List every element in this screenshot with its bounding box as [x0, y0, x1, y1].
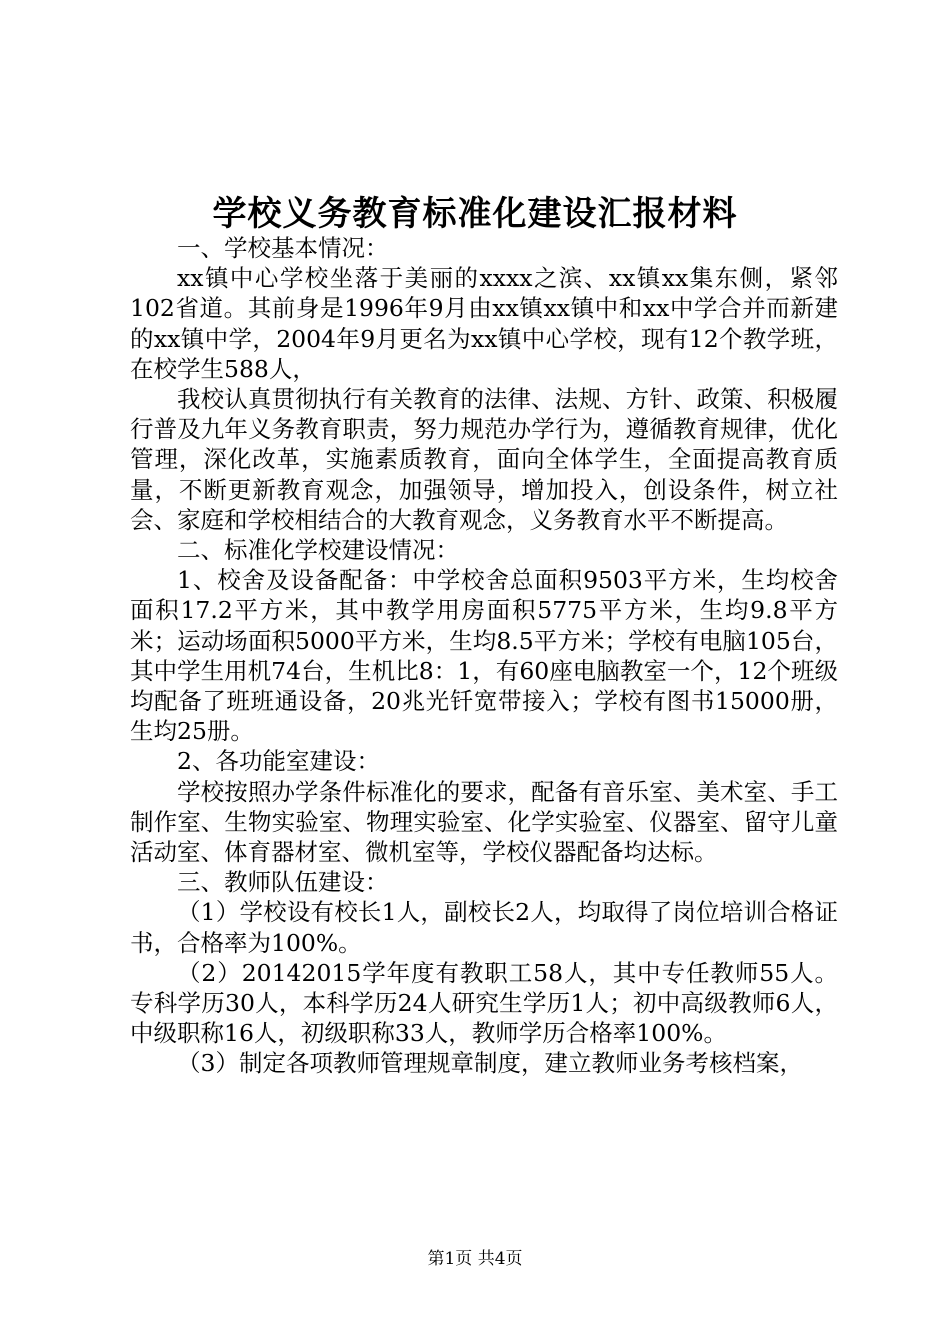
subheading-function-rooms: 2、各功能室建设：: [177, 747, 380, 776]
paragraph-staff: （2）20142015学年度有教职工58人，其中专任教师55人。专科学历30人，本科学历24人研究生学历1人；初中高级教师6人，中级职称16人，初级职称33人，教师学历合格率100%。: [130, 958, 838, 1048]
section-heading-teachers: 三、教师队伍建设：: [177, 868, 389, 897]
paragraph-principals: （1）学校设有校长1人，副校长2人，均取得了岗位培训合格证书，合格率为100%。: [130, 898, 838, 957]
paragraph-school-location: xx镇中心学校坐落于美丽的xxxx之滨、xx镇xx集东侧，紧邻102省道。其前身是1996年9月由xx镇xx镇中和xx中学合并而新建的xx镇中学，2004年9月更名为xx镇中心学校，现有12个教学班，在校学生588人，: [130, 264, 839, 383]
section-heading-basic-info: 一、学校基本情况：: [177, 234, 389, 262]
paragraph-school-policy: 我校认真贯彻执行有关教育的法律、法规、方针、政策、积极履行普及九年义务教育职责，努力规范办学行为，遵循教育规律，优化管理，深化改革，实施素质教育，面向全体学生，全面提高教育质量，不断更新教育观念，加强领导，增加投入，创设条件，树立社会、家庭和学校相结合的大教育观念，义务教育水平不断提高。: [130, 385, 838, 534]
document-body: [130, 233, 838, 1079]
section-heading-standardization: 二、标准化学校建设情况：: [177, 536, 459, 565]
paragraph-function-rooms: 学校按照办学条件标准化的要求，配备有音乐室、美术室、手工制作室、生物实验室、物理实验室、化学实验室、仪器室、留守儿童活动室、体育器材室、微机室等，学校仪器配备均达标。: [130, 777, 838, 867]
paragraph-rules: （3）制定各项教师管理规章制度，建立教师业务考核档案，: [177, 1049, 803, 1078]
document-title: 学校义务教育标准化建设汇报材料: [212, 194, 738, 234]
page-footer: 第1页 共4页: [427, 1249, 523, 1269]
paragraph-facilities: 1、校舍及设备配备：中学校舍总面积9503平方米，生均校舍面积17.2平方米，其中教学用房面积5775平方米，生均9.8平方米；运动场面积5000平方米，生均8.5平方米；学校有电脑105台，其中学生用机74台，生机比8：1，有60座电脑教室一个，12个班级均配备了班班通设备，20兆光钎宽带接入；学校有图书15000册，生均25册。: [130, 566, 838, 746]
